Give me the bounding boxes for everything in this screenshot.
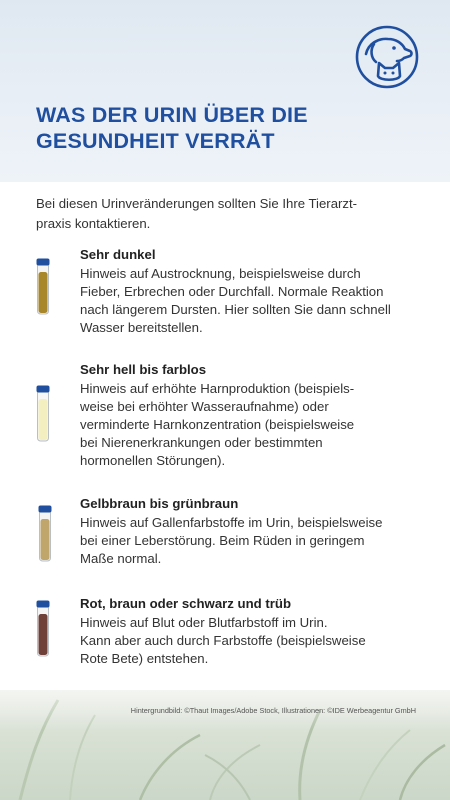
entry-title: Gelbbraun bis grünbraun [80, 496, 239, 511]
title-line-1: WAS DER URIN ÜBER DIE [36, 103, 308, 127]
entry-title: Rot, braun oder schwarz und trüb [80, 596, 292, 611]
text-line: Maße normal. [80, 551, 162, 566]
text-line: hormonellen Störungen). [80, 453, 226, 468]
urine-vial-red-icon [36, 600, 50, 658]
text-line: Hinweis auf Blut oder Blutfarbstoff im Urin. [80, 615, 328, 630]
page-title [36, 102, 366, 154]
text-line: Kann aber auch durch Farbstoffe (beispielsweise [80, 633, 366, 648]
vial-fill [39, 272, 48, 313]
title-line-2: GESUNDHEIT VERRÄT [36, 129, 275, 153]
text-line: Hinweis auf erhöhte Harnproduktion (beispiels- [80, 381, 355, 396]
entry-title: Sehr dunkel [80, 247, 156, 262]
urine-vial-light-icon [36, 385, 50, 443]
text-line: weise bei erhöhter Wasseraufnahme) oder [80, 399, 329, 414]
text-line: nach längerem Dursten. Hier sollten Sie dann schnell [80, 302, 391, 317]
entry-title: Sehr hell bis farblos [80, 362, 207, 377]
entry-description [80, 380, 420, 470]
entry-description [80, 614, 420, 668]
text-line: bei Nierenerkrankungen oder bestimmten [80, 435, 323, 450]
urine-vial-dark-icon [36, 258, 50, 316]
text-line: Hinweis auf Gallenfarbstoffe im Urin, beispielsweise [80, 515, 383, 530]
intro-text [36, 194, 416, 234]
intro-line-1: Bei diesen Urinveränderungen sollten Sie Ihre Tierarzt- [36, 196, 358, 211]
text-line: verminderte Harnkonzentration (beispielsweise [80, 417, 355, 432]
entry-description [80, 265, 420, 337]
urine-vial-yellowbrown-icon [38, 505, 52, 563]
text-line: Rote Bete) entstehen. [80, 651, 209, 666]
entry-description [80, 514, 420, 568]
text-line: Wasser bereitstellen. [80, 320, 203, 335]
text-line: Hinweis auf Austrocknung, beispielsweise durch [80, 266, 361, 281]
intro-line-2: praxis kontaktieren. [36, 216, 151, 231]
dog-cat-logo-icon [354, 24, 420, 90]
image-credit: Hintergrundbild: ©Thaut Images/Adobe Stock, Illustrationen: ©IDE Werbeagentur GmbH [130, 706, 416, 715]
text-line: Fieber, Erbrechen oder Durchfall. Normale Reaktion [80, 284, 384, 299]
text-line: bei einer Leberstörung. Beim Rüden in geringem [80, 533, 365, 548]
